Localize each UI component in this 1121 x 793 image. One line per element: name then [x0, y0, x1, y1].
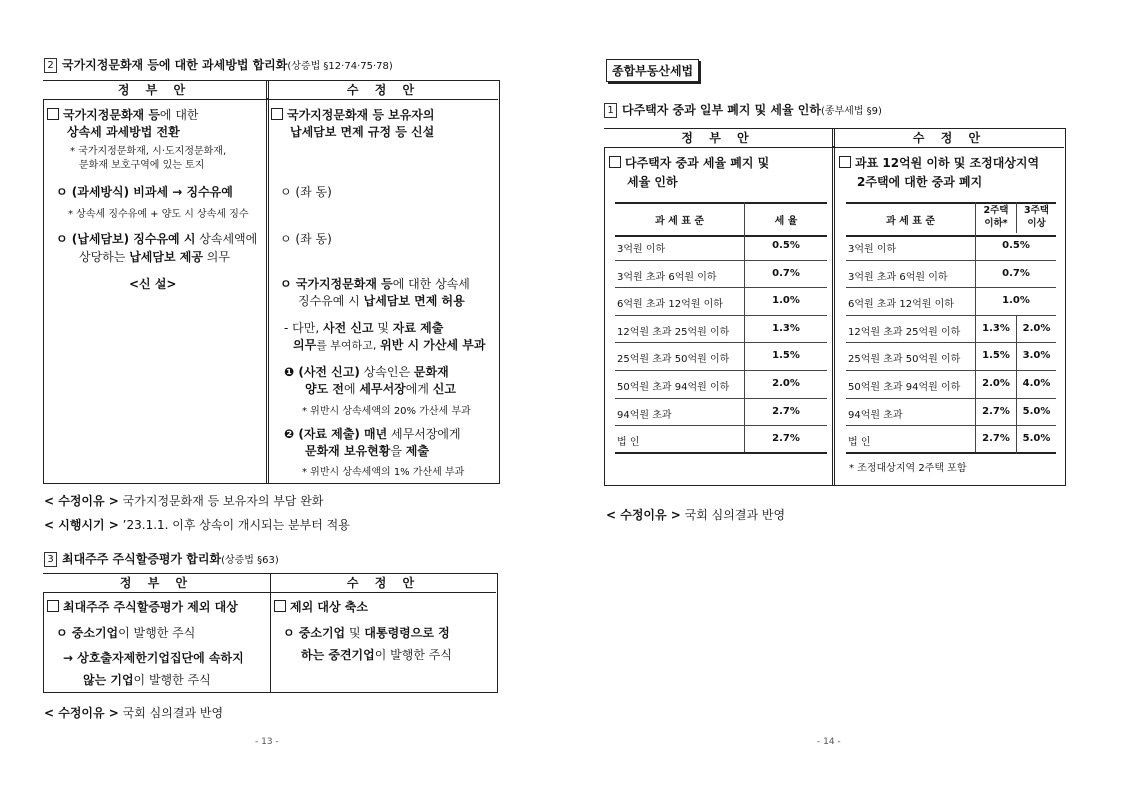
- header-gov: 정 부 안: [604, 129, 832, 147]
- th-base: 과 세 표 준: [885, 216, 936, 227]
- rate-row: [846, 343, 1056, 371]
- mod-table-note: * 조정대상지역 2주택 포함: [849, 463, 967, 474]
- header-mod: 수 정 안: [269, 81, 498, 99]
- rate-value-3house: 4.0%: [1022, 378, 1051, 389]
- section-number: 2: [44, 58, 57, 73]
- rate-row: [846, 316, 1056, 344]
- rate-base: 12억원 초과 25억원 이하: [848, 326, 961, 338]
- mod-bullet-1-line2: 하는 중견기업이 발행한 주식: [301, 648, 452, 662]
- rate-base: 법 인: [617, 437, 640, 449]
- mod-bullet-c4-line2: 문화재 보유현황을 제출: [305, 444, 429, 458]
- rate-row: [615, 371, 827, 399]
- rate-row: [846, 261, 1056, 289]
- reason-note-3: < 수정이유 > 국회 심의결과 반영: [44, 706, 224, 720]
- mod-same-1: ㅇ (좌 동): [280, 185, 332, 199]
- header-mod: 수 정 안: [271, 574, 496, 592]
- rate-row: [846, 288, 1056, 316]
- checkbox-square-icon: [47, 108, 59, 120]
- gov-bullet-2: ㅇ (납세담보) 징수유예 시 상속세액에: [56, 232, 258, 246]
- mod-bullet-c3: ❶ (사전 신고) 상속인은 문화재: [284, 365, 449, 379]
- rate-base: 94억원 초과: [848, 409, 903, 421]
- rate-row: [846, 426, 1056, 454]
- mod-head-line2: 납세담보 면제 규정 등 신설: [290, 125, 435, 139]
- rate-value-2house: 2.7%: [982, 405, 1010, 417]
- page-number: - 13 -: [255, 737, 279, 747]
- gov-note: * 국가지정문화재, 시·도지정문화재,: [70, 146, 227, 157]
- law-label-box: 종합부동산세법: [606, 59, 699, 82]
- rate-value: 1.0%: [1002, 295, 1030, 307]
- rate-value-3house: 2.0%: [1022, 322, 1051, 334]
- rate-base: 3억원 초과 6억원 이하: [848, 271, 948, 283]
- rate-base: 6억원 초과 12억원 이하: [848, 299, 954, 311]
- column-divider: [266, 80, 269, 484]
- header-mod: 수 정 안: [835, 129, 1064, 147]
- page-number: - 14 -: [817, 737, 841, 747]
- mod-head-line2: 2주택에 대한 중과 폐지: [857, 175, 983, 189]
- rate-value: 0.7%: [1002, 267, 1030, 279]
- rate-row: [615, 316, 827, 344]
- rate-base: 6억원 초과 12억원 이하: [617, 299, 723, 311]
- gov-bullet-1: ㅇ 중소기업이 발행한 주식: [56, 626, 196, 640]
- rate-row: [615, 288, 827, 316]
- rate-value: 0.7%: [772, 267, 800, 279]
- mod-head: 과표 12억원 이하 및 조정대상지역: [839, 155, 1039, 172]
- rate-row: [846, 371, 1056, 399]
- reason-note-2: < 수정이유 > 국가지정문화재 등 보유자의 부담 완화: [44, 494, 324, 508]
- rate-base: 3억원 이하: [617, 244, 666, 255]
- gov-head: 국가지정문화재 등에 대한: [47, 107, 199, 124]
- rate-value: 1.0%: [772, 295, 800, 307]
- gov-head: 다주택자 중과 세율 폐지 및: [609, 155, 769, 172]
- rate-value: 1.3%: [772, 322, 800, 334]
- rate-value-2house: 2.0%: [982, 378, 1010, 389]
- gov-bullet-1-note: * 상속세 징수유예 + 양도 시 상속세 징수: [68, 209, 249, 220]
- rate-value-3house: 3.0%: [1022, 350, 1051, 362]
- checkbox-square-icon: [609, 156, 621, 168]
- rate-value-3house: 5.0%: [1022, 433, 1051, 445]
- rate-row: [846, 399, 1056, 427]
- rate-base: 50억원 초과 94억원 이하: [617, 382, 730, 393]
- rate-value: 1.5%: [772, 350, 800, 362]
- rate-base: 25억원 초과 50억원 이하: [617, 354, 730, 366]
- header-gov: 정 부 안: [43, 574, 270, 592]
- gov-bullet-2-line2: 않는 기업이 발행한 주식: [83, 673, 211, 687]
- rate-base: 3억원 이하: [848, 244, 897, 255]
- rate-base: 50억원 초과 94억원 이하: [848, 382, 961, 393]
- mod-bullet-c4: ❷ (자료 제출) 매년 세무서장에게: [284, 427, 461, 441]
- mod-bullet-c2-line2: 의무를 부여하고, 위반 시 가산세 부과: [293, 338, 486, 352]
- reason-note-1: < 수정이유 > 국회 심의결과 반영: [606, 508, 786, 522]
- section-2-title: 2 국가지정문화재 등에 대한 과세방법 합리화(상증법 §12·74·75·78): [44, 56, 393, 73]
- column-divider: [832, 128, 835, 486]
- checkbox-square-icon: [274, 600, 286, 612]
- checkbox-square-icon: [47, 600, 59, 612]
- mod-bullet-c4-note: * 위반시 상속세액의 1% 가산세 부과: [302, 467, 465, 478]
- rate-base: 25억원 초과 50억원 이하: [848, 354, 961, 366]
- section-3-title: 3 최대주주 주식할증평가 합리화(상증법 §63): [44, 550, 279, 567]
- th-3house: 3주택 이상: [1024, 205, 1049, 229]
- rate-row: [615, 261, 827, 289]
- section-number: 1: [604, 103, 617, 118]
- gov-bullet-2: → 상호출자제한기업집단에 속하지: [63, 651, 244, 665]
- rate-value: 0.5%: [1002, 240, 1030, 251]
- rate-value-2house: 1.3%: [982, 322, 1010, 334]
- rate-row: [615, 343, 827, 371]
- gov-bullet-2-line2: 상당하는 납세담보 제공 의무: [79, 250, 230, 264]
- checkbox-square-icon: [839, 156, 851, 168]
- section-number: 3: [44, 552, 57, 567]
- mod-head: 제외 대상 축소: [274, 599, 368, 616]
- rate-row: [615, 399, 827, 427]
- th-2house: 2주택 이하*: [983, 205, 1009, 229]
- rate-base: 12억원 초과 25억원 이하: [617, 326, 730, 338]
- new-provision-label: <신 설>: [129, 277, 177, 291]
- mod-bullet-c1-line2: 징수유예 시 납세담보 면제 허용: [298, 294, 465, 308]
- th-base: 과 세 표 준: [654, 216, 705, 227]
- th-rate: 세 율: [774, 216, 798, 227]
- gov-head-line2: 상속세 과세방법 전환: [67, 125, 180, 139]
- rate-value-3house: 5.0%: [1022, 405, 1051, 417]
- gov-note: 문화재 보호구역에 있는 토지: [79, 160, 205, 171]
- mod-bullet-1: ㅇ 중소기업 및 대통령령으로 정: [283, 626, 450, 640]
- gov-head: 최대주주 주식할증평가 제외 대상: [47, 599, 238, 616]
- mod-same-2: ㅇ (좌 동): [280, 232, 332, 246]
- rate-value-2house: 2.7%: [982, 433, 1010, 445]
- checkbox-square-icon: [271, 108, 283, 120]
- rate-base: 법 인: [848, 437, 871, 449]
- gov-bullet-1: ㅇ (과세방식) 비과세 → 징수유예: [56, 185, 233, 199]
- rate-base: 3억원 초과 6억원 이하: [617, 271, 717, 283]
- timing-note-2: < 시행시기 > ’23.1.1. 이후 상속이 개시되는 분부터 적용: [44, 518, 350, 532]
- rate-row: [846, 233, 1056, 261]
- gov-head-line2: 세율 인하: [627, 175, 678, 189]
- header-gov: 정 부 안: [43, 81, 266, 99]
- rate-base: 94억원 초과: [617, 409, 672, 421]
- mod-bullet-c2: - 다만, 사전 신고 및 자료 제출: [284, 321, 444, 335]
- section-1-title: 1 다주택자 중과 일부 폐지 및 세율 인하(종부세법 §9): [604, 101, 882, 118]
- rate-row: [615, 233, 827, 261]
- rate-value: 2.7%: [772, 405, 800, 417]
- mod-bullet-c3-line2: 양도 전에 세무서장에게 신고: [305, 382, 456, 396]
- rate-value: 0.5%: [772, 240, 800, 251]
- rate-value: 2.7%: [772, 433, 800, 445]
- rate-value: 2.0%: [772, 378, 800, 389]
- mod-bullet-c1: ㅇ 국가지정문화재 등에 대한 상속세: [280, 277, 470, 291]
- rate-value-2house: 1.5%: [982, 350, 1010, 362]
- rate-row: [615, 426, 827, 454]
- mod-head: 국가지정문화재 등 보유자의: [271, 107, 434, 124]
- mod-bullet-c3-note: * 위반시 상속세액의 20% 가산세 부과: [302, 406, 471, 417]
